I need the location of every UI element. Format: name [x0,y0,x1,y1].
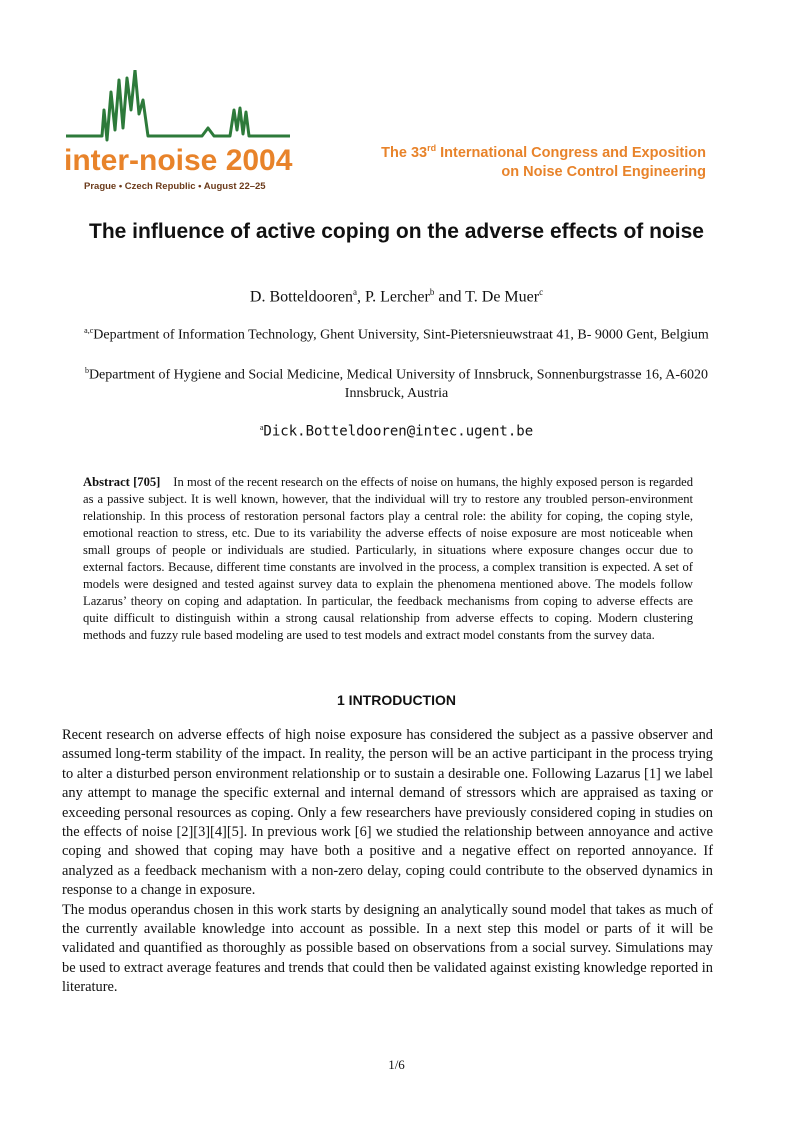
page-number: 1/6 [388,1057,405,1072]
abstract-label: Abstract [705] [83,475,161,489]
affiliation: $^b$Department of Hygiene and Social Medicine, Medical University of Innsbruck, Sonnenburgstrasse 16, A-6020 Innsbruck, Austria [84,366,709,401]
logo-wordmark: inter-noise 2004 [64,144,293,177]
logo-tagline: Prague • Czech Republic • August 22–25 [84,181,266,192]
contact-email: $^a$Dick.Botteldooren@intec.ugent.be [259,423,534,440]
conference-line-1: The 33rd International Congress and Exposition [381,143,706,161]
noise-waveform-icon [66,70,290,140]
paper-title: The influence of active coping on the adverse effects of noise [89,220,704,243]
section-heading: 1 INTRODUCTION [337,692,456,708]
affiliation: $^{a,c}$Department of Information Technology, Ghent University, Sint-Pietersnieuwstraat 41, B- 9000 Gent, Belgium [84,326,709,343]
paragraph: The modus operandus chosen in this work starts by designing an analytically sound model that takes as much of the currently available knowledge into account as possible. In a next step this model or parts of it will be validated and quantified as thoroughly as possible based on observations from a social survey. Simulations may be used to extract average features and trends that could then be validated against existing knowledge reported in literature. [62,901,713,996]
conference-line-2: on Noise Control Engineering [501,163,706,180]
email-link[interactable]: Dick.Botteldooren@intec.ugent.be [263,423,534,440]
author-name: D. Botteldooren [249,288,353,306]
author-name: P. Lercher [365,288,430,306]
author-list: D. Botteldooren$^a$, P. Lercher$^b$ and T. De Muer$^c$ [249,287,544,306]
conference-heading [381,139,706,182]
abstract [83,474,693,644]
conference-logo [62,70,294,192]
author-name: T. De Muer [465,288,540,306]
paragraph: Recent research on adverse effects of high noise exposure has considered the subject as a passive observer and assumed long-term stability of the impact. In reality, the person will be an active participant in the process trying to alter a disturbed person environment relationship or to sustain a desirable one. Following Lazarus [1] we label any attempt to manage the specific external and internal demand of stressors which are appraised as taxing or exceeding personal resources as coping. Only a few researchers have previously considered coping in studies on the effects of noise [2][3][4][5]. In previous work [6] we studied the relationship between annoyance and active coping and showed that coping may have both a positive and a negative effect on reported annoyance. If analyzed as a feedback mechanism with a non-zero delay, coping could contribute to the observed dynamics in response to a change in exposure. [62,727,713,899]
abstract-text: In most of the recent research on the effects of noise on humans, the highly exposed person is regarded as a passive subject. It is well known, however, that the individual will try to restore any troubled person-environment relationship. In this process of restoration personal factors play a central role: the ability for coping, the coping style, emotional reaction to stress, etc. Due to its variability the adverse effects of noise exposure are most noticeable when small groups of people or individuals are studied. Particularly, in situations where exposure changes occur due to external factors. Because, different time constants are involved in the process, a complex transition is expected. A set of models were designed and tested against survey data to explain the phenomena mentioned above. The models follow Lazarus’ theory on coping and adaptation. In particular, the feedback mechanisms from coping to adverse effects are quite difficult to distinguish within a strong causal relationship from adverse effects to coping. Modern clustering methods and fuzzy rule based modeling are used to test models and extract model constants from the survey data. [83,475,693,642]
introduction-body [62,726,713,998]
logo-graphic [62,70,294,192]
